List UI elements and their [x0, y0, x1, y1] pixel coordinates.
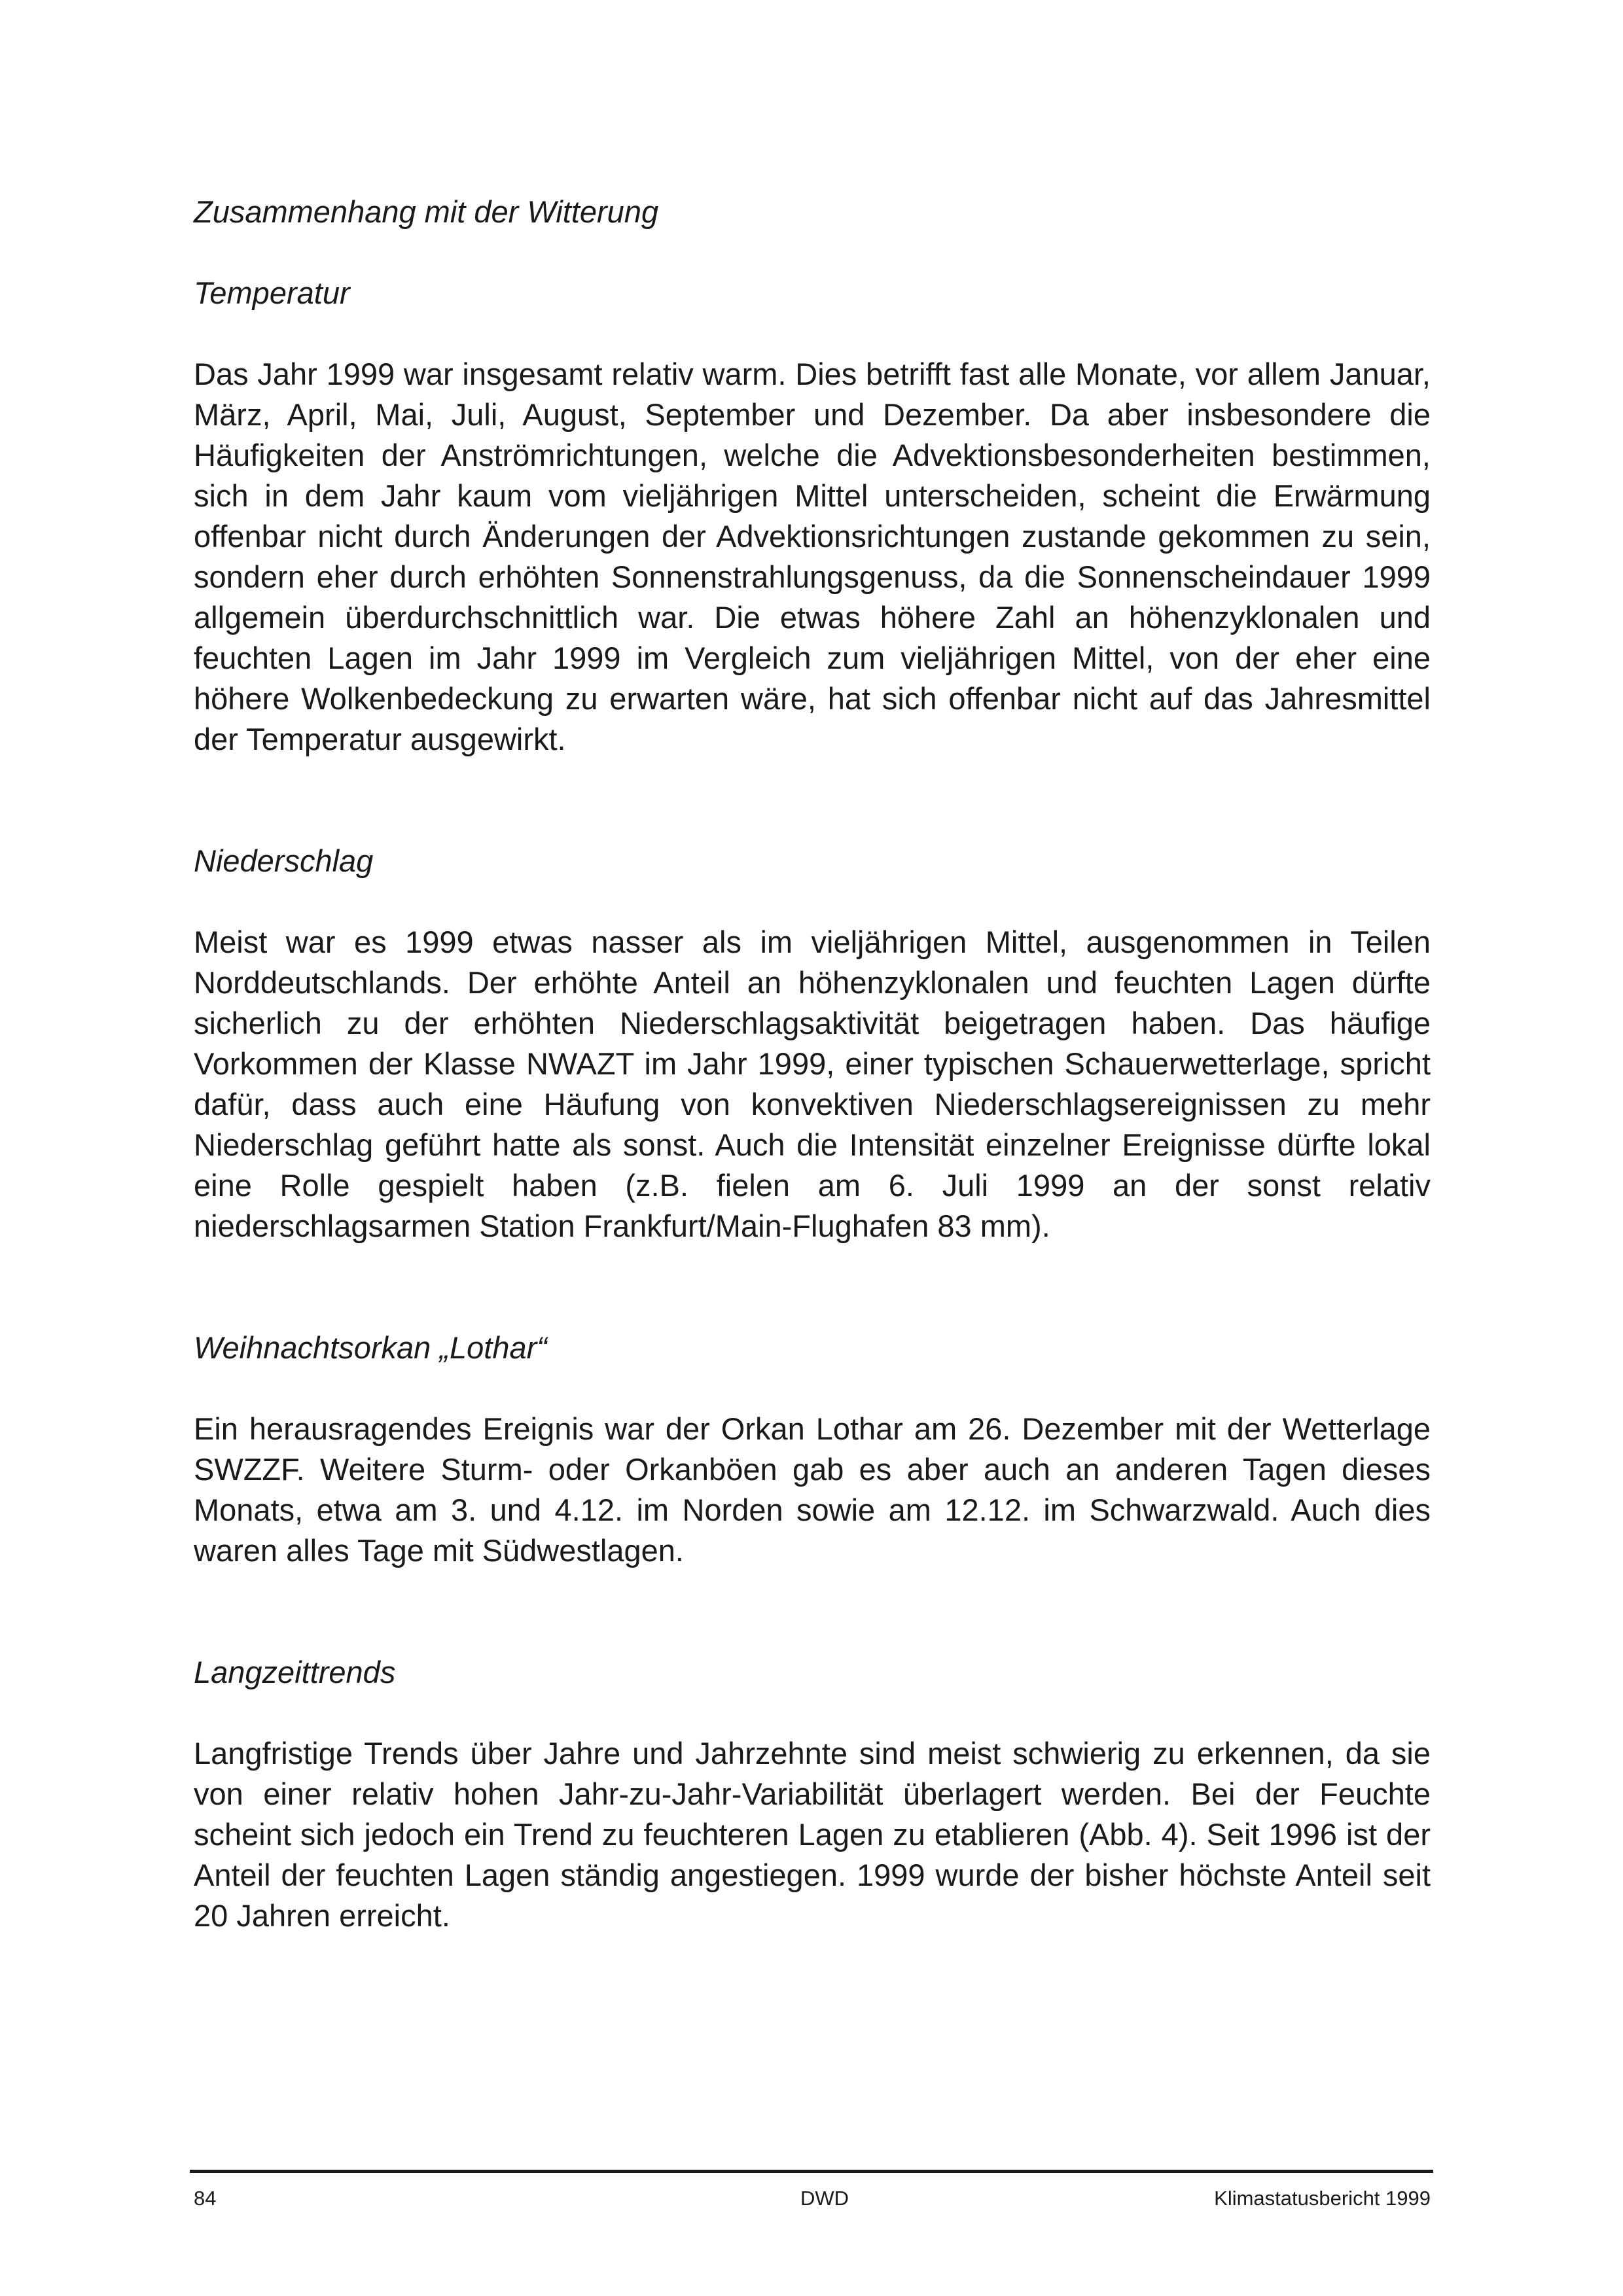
- section-heading-main: Zusammenhang mit der Witterung: [194, 194, 659, 229]
- paragraph-lothar: Ein herausragendes Ereignis war der Orkan Lothar am 26. Dezember mit der Wetterlage SWZZF. Weitere Sturm- oder Orkanböen gab es aber auch an anderen Tagen dieses Monats, etwa am 3. und 4.12. im Norden sowie am 12.12. im Schwarzwald. Auch dies waren alles Tage mit Südwestlagen.: [194, 1411, 1431, 1568]
- page-content: [194, 192, 1431, 1936]
- footer-report-title: Klimastatusbericht 1999: [1214, 2187, 1431, 2210]
- paragraph-langzeittrends: Langfristige Trends über Jahre und Jahrzehnte sind meist schwierig zu erkennen, da sie von einer relativ hohen Jahr-zu-Jahr-Variabilität überlagert werden. Bei der Feuchte scheint sich jedoch ein Trend zu feuchteren Lagen zu etablieren (Abb. 4). Seit 1996 ist der Anteil der feuchten Lagen ständig angestiegen. 1999 wurde der bisher höchste Anteil seit 20 Jahren erreicht.: [194, 1736, 1431, 1933]
- paragraph-temperatur: Das Jahr 1999 war insgesamt relativ warm. Dies betrifft fast alle Monate, vor allem Januar, März, April, Mai, Juli, August, September und Dezember. Da aber insbesondere die Häufigkeiten der Anströmrichtungen, welche die Advektionsbesonderheiten bestimmen, sich in dem Jahr kaum vom vieljährigen Mittel unterscheiden, scheint die Erwärmung offenbar nicht durch Änderungen der Advektionsrichtungen zustande gekommen zu sein, sondern eher durch erhöhten Sonnenstrahlungsgenuss, da die Sonnenscheindauer 1999 allgemein überdurchschnittlich war. Die etwas höhere Zahl an höhenzyklonalen und feuchten Lagen im Jahr 1999 im Vergleich zum vieljährigen Mittel, von der eher eine höhere Wolkenbedeckung zu erwarten wäre, hat sich offenbar nicht auf das Jahresmittel der Temperatur ausgewirkt.: [194, 357, 1431, 756]
- paragraph-niederschlag: Meist war es 1999 etwas nasser als im vieljährigen Mittel, ausgenommen in Teilen Norddeutschlands. Der erhöhte Anteil an höhenzyklonalen und feuchten Lagen dürfte sicherlich zu der erhöhten Niederschlagsaktivität beigetragen haben. Das häufige Vorkommen der Klasse NWAZT im Jahr 1999, einer typischen Schauerwetterlage, spricht dafür, dass auch eine Häufung von konvektiven Niederschlagsereignissen zu mehr Niederschlag geführt hatte als sonst. Auch die Intensität einzelner Ereignisse dürfte lokal eine Rolle gespielt haben (z.B. fielen am 6. Juli 1999 an der sonst relativ niederschlagsarmen Station Frankfurt/Main-Flughafen 83 mm).: [194, 925, 1431, 1243]
- section-heading-lothar: Weihnachtsorkan „Lothar“: [194, 1330, 547, 1365]
- section-heading-niederschlag: Niederschlag: [194, 843, 374, 878]
- footer-publisher: DWD: [800, 2187, 849, 2210]
- footer-page-number: 84: [194, 2187, 217, 2210]
- section-heading-langzeittrends: Langzeittrends: [194, 1655, 396, 1689]
- footer-divider: [190, 2170, 1433, 2173]
- section-heading-temperatur: Temperatur: [194, 275, 350, 310]
